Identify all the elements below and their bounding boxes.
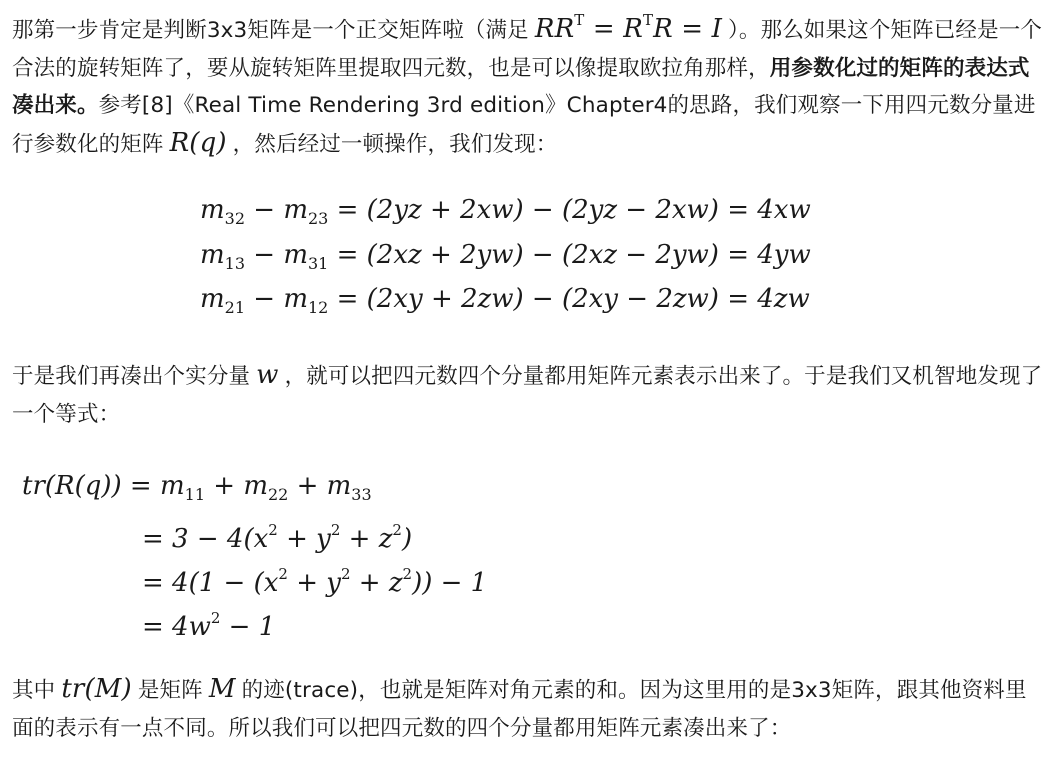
trace-equation-line-2: = $3 - 4(x^2 + y^2 + z^2)$	[142, 521, 413, 554]
rq-formula: R(q)	[169, 127, 227, 158]
paragraph-orthogonal-check: 那第一步肯定是判断3x3矩阵是一个正交矩阵啦（满足 $RR^T = R^TR = I$ ）。那么如果这个矩阵已经是一个合法的旋转矩阵了，要从旋转矩阵里提取四元数，也是可以像提取欧拉角那样，用参数化过的矩阵的表达式凑出来。参考[8]《Real Time Rendering 3rd edition》Chapter4的思路，我们观察一下用四元数分量进行参数化的矩阵 R(q) ，然后经过一顿操作，我们发现：	[12, 11, 1043, 158]
w-symbol: w	[256, 360, 279, 390]
paragraph-real-component: 于是我们再凑出个实分量 w ，就可以把四元数四个分量都用矩阵元素表示出来了。于是我们又机智地发现了一个等式：	[12, 360, 1043, 427]
matrix-m-symbol: M	[208, 674, 236, 704]
trace-equation-line-3: = $4(1 - (x^2 + y^2 + z^2)) - 1$	[142, 565, 488, 598]
equation-m13-m31: $m_{13} - m_{31} = (2xz + 2yw) - (2xz - 2yw) = 4yw$	[200, 240, 811, 273]
trace-equation-line-4: = $4w^2 - 1$	[142, 609, 276, 642]
orthogonality-formula: $RR^T = R^TR = I$	[534, 11, 723, 44]
equation-m21-m12: $m_{21} - m_{12} = (2xy + 2zw) - (2xy - 2zw) = 4zw$	[200, 284, 810, 317]
paragraph-trace-explanation: 其中 tr(M) 是矩阵 M 的迹(trace)，也就是矩阵对角元素的和。因为这里用的是3x3矩阵，跟其他资料里面的表示有一点不同。所以我们可以把四元数的四个分量都用矩阵元素凑出来了：	[12, 674, 1027, 741]
equation-m32-m23: $m_{32} - m_{23} = (2yz + 2xw) - (2yz - 2xw) = 4xw$	[200, 195, 811, 228]
bold-emphasis: 用参数化过的矩阵的表达式凑出来。	[12, 55, 1030, 118]
trace-equation-line-1: $tr(R(q)) = m_{11} + m_{22} + m_{33}$	[22, 471, 372, 504]
trace-symbol: tr(M)	[61, 674, 132, 704]
